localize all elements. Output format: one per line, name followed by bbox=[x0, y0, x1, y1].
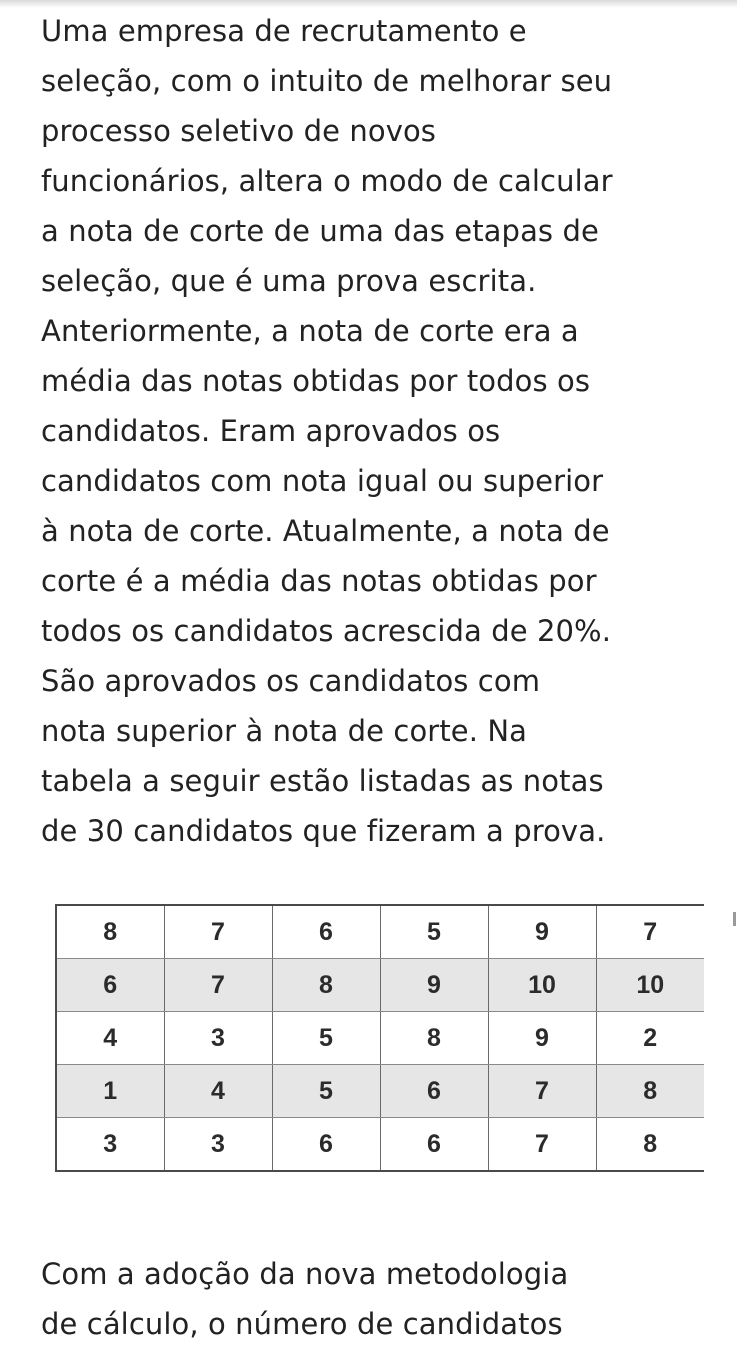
score-cell: 8 bbox=[596, 1118, 704, 1172]
score-cell: 4 bbox=[56, 1012, 164, 1065]
text-line: Uma empresa de recrutamento e bbox=[41, 14, 527, 48]
score-cell: 6 bbox=[380, 1065, 488, 1118]
score-cell: 10 bbox=[488, 959, 596, 1012]
score-table bbox=[55, 904, 704, 1172]
score-cell: 7 bbox=[488, 1065, 596, 1118]
score-cell: 8 bbox=[380, 1012, 488, 1065]
score-cell: 6 bbox=[272, 905, 380, 959]
problem-statement bbox=[41, 9, 731, 859]
text-line: seleção, que é uma prova escrita. bbox=[41, 264, 537, 298]
text-line: São aprovados os candidatos com bbox=[41, 664, 541, 698]
score-cell: 3 bbox=[164, 1118, 272, 1172]
score-cell: 1 bbox=[56, 1065, 164, 1118]
score-cell: 7 bbox=[488, 1118, 596, 1172]
text-line: média das notas obtidas por todos os bbox=[41, 364, 591, 398]
score-cell: 10 bbox=[596, 959, 704, 1012]
score-cell: 5 bbox=[272, 1012, 380, 1065]
score-cell: 8 bbox=[596, 1065, 704, 1118]
score-cell: 8 bbox=[272, 959, 380, 1012]
score-cell: 7 bbox=[164, 905, 272, 959]
text-line: candidatos com nota igual ou superior bbox=[41, 464, 604, 498]
score-cell: 6 bbox=[380, 1118, 488, 1172]
score-cell: 6 bbox=[56, 959, 164, 1012]
text-line: Anteriormente, a nota de corte era a bbox=[41, 314, 579, 348]
score-cell: 8 bbox=[56, 905, 164, 959]
page-edge-mark bbox=[733, 912, 736, 926]
text-line: candidatos. Eram aprovados os bbox=[41, 414, 501, 448]
score-cell: 6 bbox=[272, 1118, 380, 1172]
table-row bbox=[56, 905, 704, 959]
text-line: processo seletivo de novos bbox=[41, 114, 437, 148]
text-line: de 30 candidatos que fizeram a prova. bbox=[41, 814, 606, 848]
score-cell: 9 bbox=[488, 905, 596, 959]
score-cell: 9 bbox=[488, 1012, 596, 1065]
text-line: corte é a média das notas obtidas por bbox=[41, 564, 597, 598]
closing-text bbox=[41, 1252, 731, 1352]
score-cell: 2 bbox=[596, 1012, 704, 1065]
table-row bbox=[56, 1065, 704, 1118]
score-cell: 3 bbox=[164, 1012, 272, 1065]
top-edge-shadow bbox=[0, 0, 737, 8]
text-line: seleção, com o intuito de melhorar seu bbox=[41, 64, 613, 98]
text-line: a nota de corte de uma das etapas de bbox=[41, 214, 599, 248]
text-line: de cálculo, o número de candidatos bbox=[41, 1307, 563, 1341]
score-cell: 5 bbox=[272, 1065, 380, 1118]
table-row bbox=[56, 959, 704, 1012]
text-line: à nota de corte. Atualmente, a nota de bbox=[41, 514, 610, 548]
score-cell: 4 bbox=[164, 1065, 272, 1118]
score-cell: 3 bbox=[56, 1118, 164, 1172]
score-table-container bbox=[55, 904, 707, 1172]
text-line: tabela a seguir estão listadas as notas bbox=[41, 764, 604, 798]
score-cell: 7 bbox=[164, 959, 272, 1012]
text-line: nota superior à nota de corte. Na bbox=[41, 714, 528, 748]
score-cell: 7 bbox=[596, 905, 704, 959]
text-line: funcionários, altera o modo de calcular bbox=[41, 164, 613, 198]
table-row bbox=[56, 1012, 704, 1065]
text-line: todos os candidatos acrescida de 20%. bbox=[41, 614, 612, 648]
score-cell: 5 bbox=[380, 905, 488, 959]
score-cell: 9 bbox=[380, 959, 488, 1012]
text-line: Com a adoção da nova metodologia bbox=[41, 1257, 569, 1291]
table-row bbox=[56, 1118, 704, 1172]
